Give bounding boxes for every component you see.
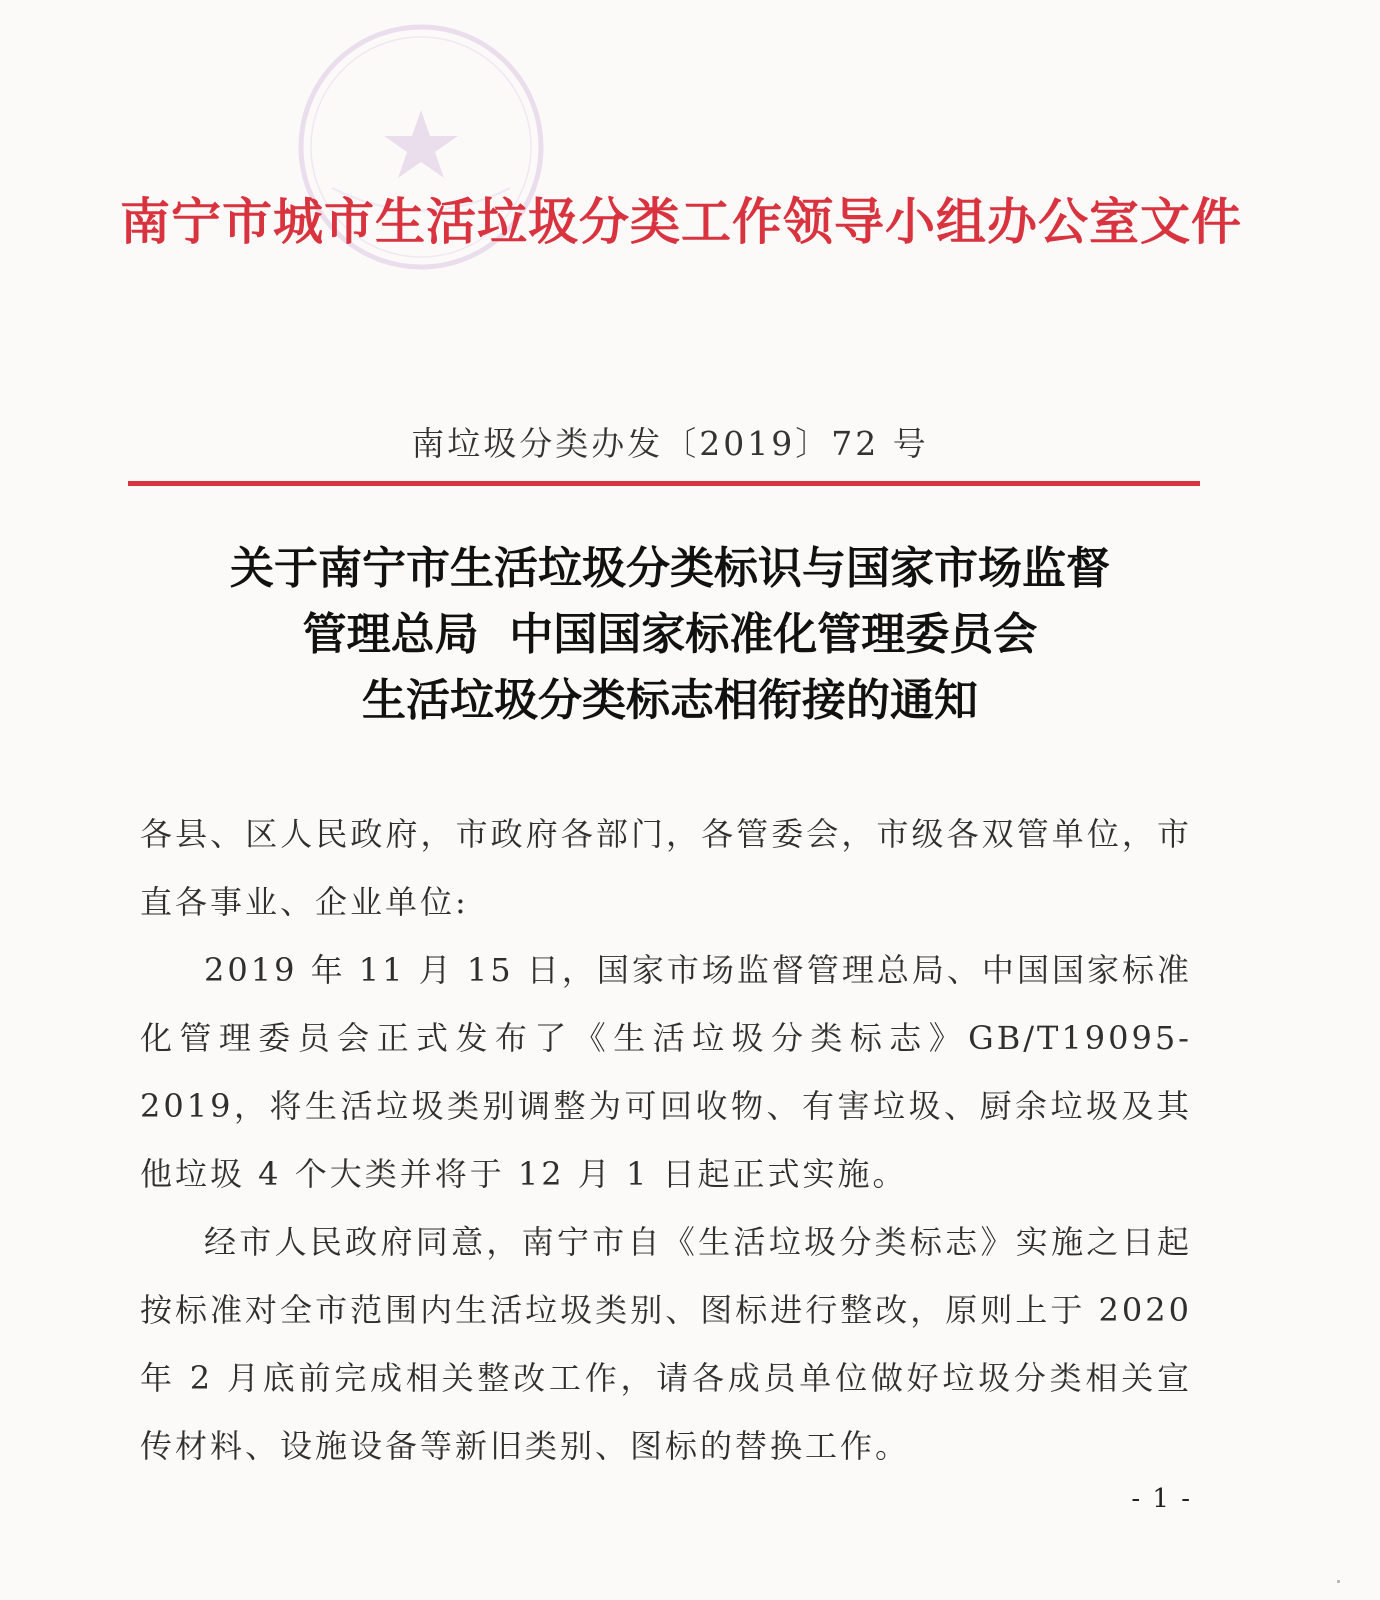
notice-body (140, 800, 1192, 1480)
title-line-1: 关于南宁市生活垃圾分类标识与国家市场监督 (230, 543, 1110, 594)
document-number: 南垃圾分类办发〔2019〕72 号 (411, 424, 929, 463)
issuer-title: 南宁市城市生活垃圾分类工作领导小组办公室文件 (120, 192, 1242, 251)
paragraph-2: 经市人民政府同意，南宁市自《生活垃圾分类标志》实施之日起按标准对全市范围内生活垃圾类别、图标进行整改，原则上于 2020 年 2 月底前完成相关整改工作，请各成员单位做好垃圾分类相关宣传材料、设施设备等新旧类别、图标的替换工作。 (140, 1223, 1192, 1465)
title-line-2: 管理总局 中国国家标准化管理委员会 (302, 609, 1038, 660)
salutation: 各县、区人民政府，市政府各部门，各管委会，市级各双管单位，市直各事业、企业单位: (140, 815, 1192, 921)
red-divider-line (128, 481, 1200, 486)
notice-title (110, 536, 1230, 734)
page-number: - 1 - (1131, 1484, 1192, 1514)
scan-speck (1337, 1580, 1340, 1583)
title-line-3: 生活垃圾分类标志相衔接的通知 (362, 675, 978, 726)
paragraph-1: 2019 年 11 月 15 日，国家市场监督管理总局、中国国家标准化管理委员会正式发布了《生活垃圾分类标志》GB/T19095-2019，将生活垃圾类别调整为可回收物、有害垃圾、厨余垃圾及其他垃圾 4 个大类并将于 12 月 1 日起正式实施。 (140, 951, 1192, 1193)
